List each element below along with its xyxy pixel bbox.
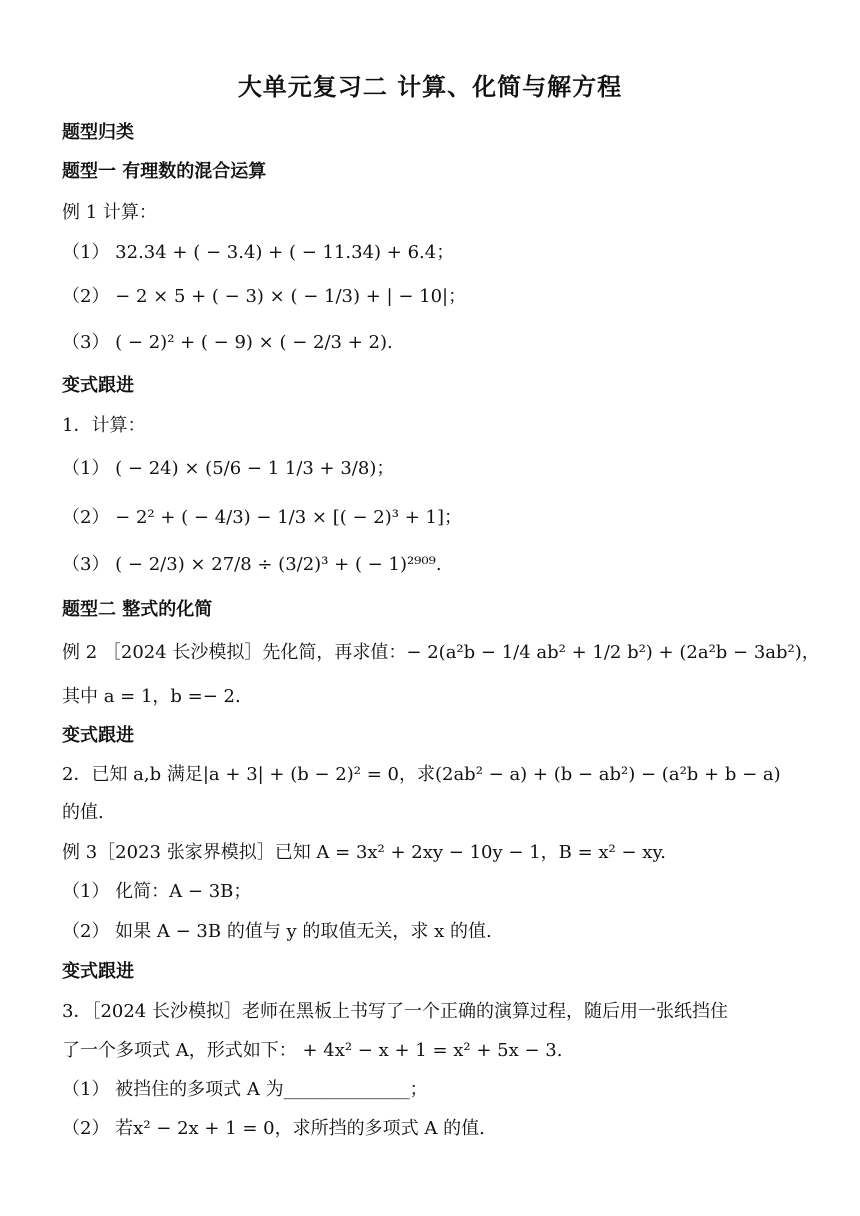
section-heading: 题型一 有理数的混合运算 [62,161,267,182]
problem-text: 3．［2024 长沙模拟］老师在黑板上书写了一个正确的演算过程，随后用一张纸挡住 [62,1001,728,1022]
section-heading: 变式跟进 [62,375,134,396]
problem-text: 例 3［2023 张家界模拟］已知 A = 3x² + 2xy − 10y − 1，B = x² − xy. [62,842,666,863]
problem-item: （1） 化简：A − 3B； [62,881,252,902]
problem-text: 例 2 ［2024 长沙模拟］先化简，再求值：− 2(a²b − 1/4 ab² + 1/2 b²) + (2a²b − 3ab²)， [62,642,820,663]
section-heading: 题型二 整式的化简 [62,599,213,620]
problem-item: （2） 若x² − 2x + 1 = 0，求所挡的多项式 A 的值. [62,1118,485,1139]
problem-item: （1） 被挡住的多项式 A 为______________； [62,1079,428,1100]
problem-text: 了一个多项式 A，形式如下： + 4x² − x + 1 = x² + 5x − 3. [62,1040,563,1061]
page-title: 大单元复习二 计算、化简与解方程 [237,73,623,101]
section-heading: 变式跟进 [62,725,134,746]
problem-item: （1） ( − 24) × (5/6 − 1 1/3 + 3/8)； [62,458,395,479]
problem-text: 2．已知 a,b 满足|a + 3| + (b − 2)² = 0，求(2ab² − a) + (b − ab²) − (a²b + b − a) [62,764,781,785]
problem-item: （3） ( − 2/3) × 27/8 ÷ (3/2)³ + ( − 1)²⁹⁰⁹. [62,554,442,575]
problem-item: （2） − 2 × 5 + ( − 3) × ( − 1/3) + | − 10|； [62,286,467,307]
problem-item: （2） 如果 A − 3B 的值与 y 的取值无关，求 x 的值. [62,921,492,942]
problem-item: （3） ( − 2)² + ( − 9) × ( − 2/3 + 2). [62,332,393,353]
example-label: 例 1 计算： [62,202,157,223]
problem-item: （2） − 2² + ( − 4/3) − 1/3 × [( − 2)³ + 1]； [62,507,462,528]
section-heading: 变式跟进 [62,961,134,982]
problem-item: （1） 32.34 + ( − 3.4) + ( − 11.34) + 6.4； [62,242,455,263]
problem-text: 的值. [62,802,104,823]
problem-label: 1．计算： [62,415,146,436]
section-heading: 题型归类 [62,122,134,143]
problem-text: 其中 a = 1，b =− 2. [62,686,241,707]
